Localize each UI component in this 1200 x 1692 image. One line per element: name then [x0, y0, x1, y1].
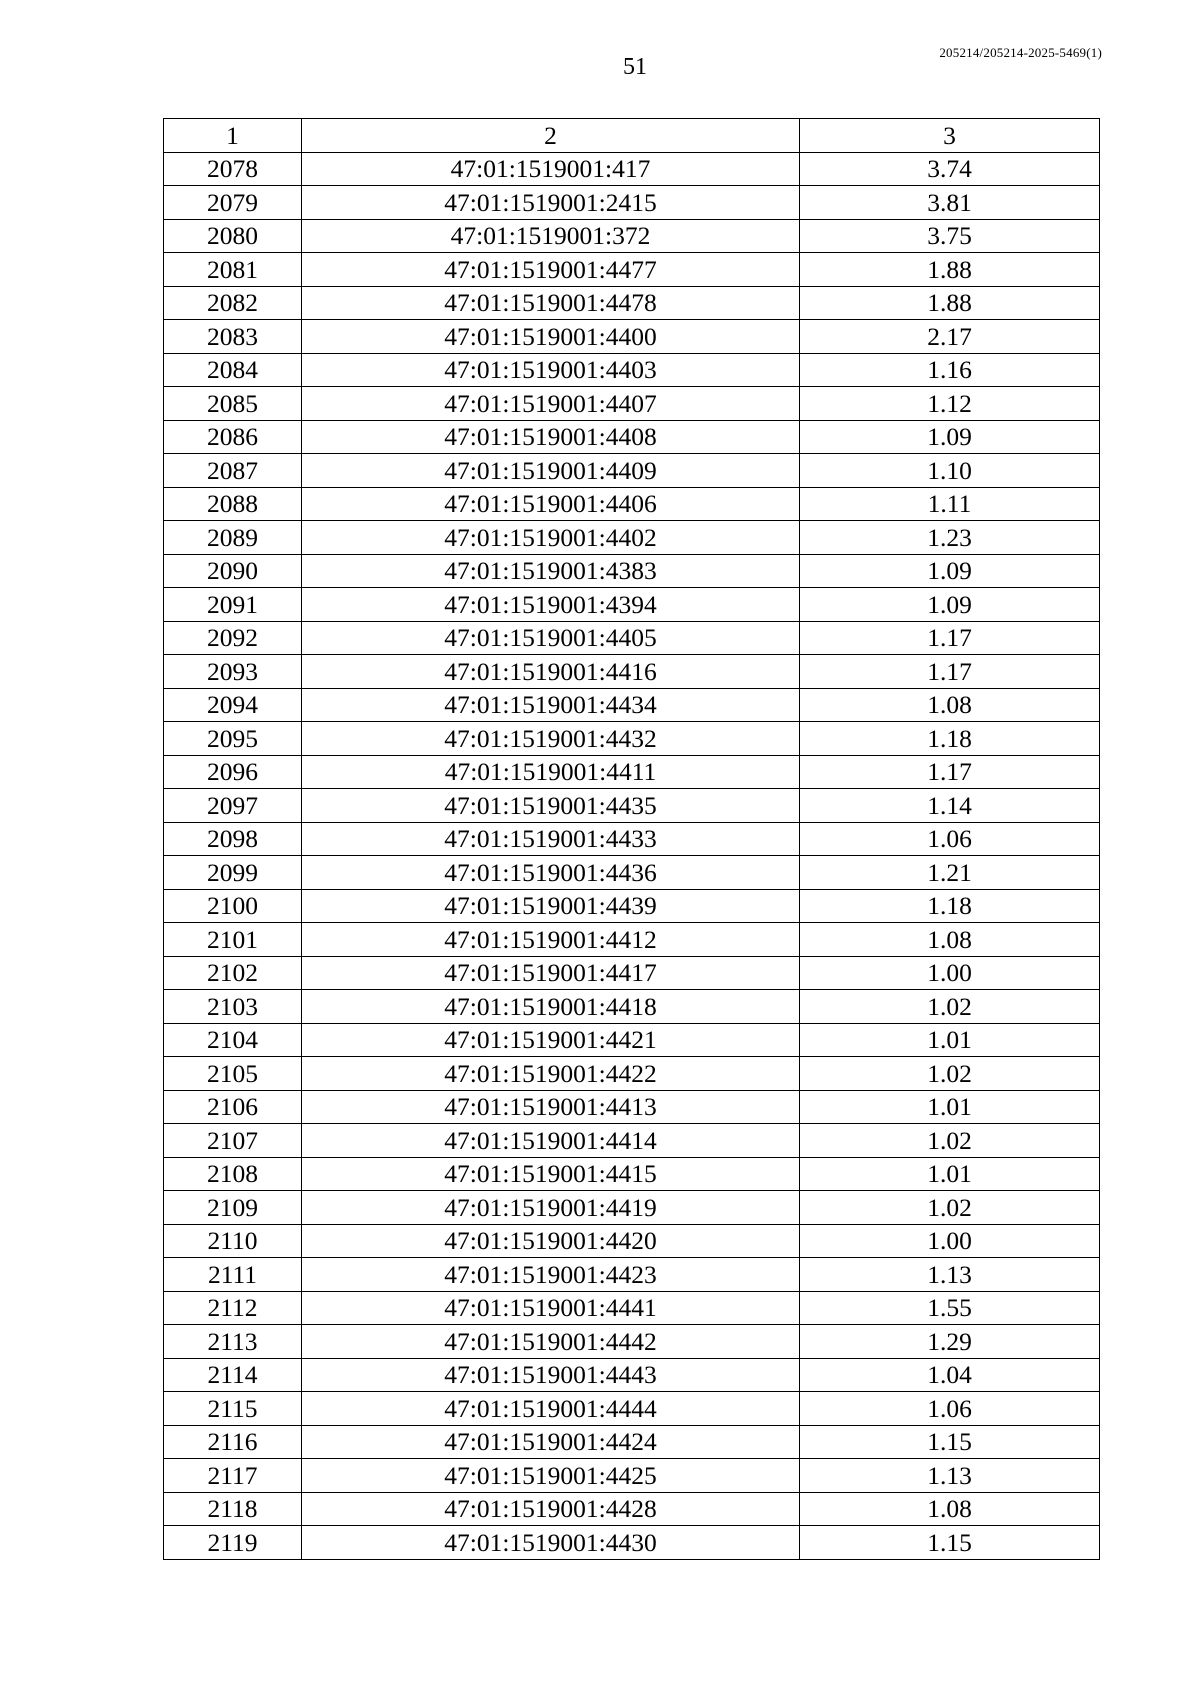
value-cell: 1.17 — [800, 621, 1100, 655]
table-row — [164, 1526, 1100, 1560]
row-number-cell: 2097 — [164, 789, 302, 823]
value-cell: 1.18 — [800, 722, 1100, 756]
row-number-cell: 2092 — [164, 621, 302, 655]
table-header-row — [164, 119, 1100, 153]
table-row — [164, 1425, 1100, 1459]
value-cell: 1.02 — [800, 1191, 1100, 1225]
cadastral-number-cell: 47:01:1519001:4436 — [302, 856, 800, 890]
table-row — [164, 219, 1100, 253]
row-number-cell: 2088 — [164, 487, 302, 521]
table-row — [164, 1191, 1100, 1225]
value-cell: 3.75 — [800, 219, 1100, 253]
row-number-cell: 2081 — [164, 253, 302, 287]
document-reference: 205214/205214-2025-5469(1) — [939, 45, 1102, 60]
cadastral-number-cell: 47:01:1519001:4414 — [302, 1124, 800, 1158]
cadastral-number-cell: 47:01:1519001:4415 — [302, 1157, 800, 1191]
column-header-3: 3 — [800, 119, 1100, 153]
cadastral-number-cell: 47:01:1519001:4411 — [302, 755, 800, 789]
row-number-cell: 2085 — [164, 387, 302, 421]
row-number-cell: 2089 — [164, 521, 302, 555]
table-row — [164, 923, 1100, 957]
value-cell: 3.74 — [800, 152, 1100, 186]
table-row — [164, 1023, 1100, 1057]
table-row — [164, 1291, 1100, 1325]
value-cell: 1.11 — [800, 487, 1100, 521]
cadastral-number-cell: 47:01:1519001:4402 — [302, 521, 800, 555]
value-cell: 1.15 — [800, 1526, 1100, 1560]
value-cell: 1.23 — [800, 521, 1100, 555]
value-cell: 1.18 — [800, 889, 1100, 923]
row-number-cell: 2107 — [164, 1124, 302, 1158]
table-row — [164, 454, 1100, 488]
cadastral-number-cell: 47:01:1519001:4442 — [302, 1325, 800, 1359]
value-cell: 1.04 — [800, 1358, 1100, 1392]
table-row — [164, 253, 1100, 287]
row-number-cell: 2109 — [164, 1191, 302, 1225]
page-number: 51 — [623, 54, 647, 80]
table-row — [164, 521, 1100, 555]
row-number-cell: 2102 — [164, 956, 302, 990]
value-cell: 1.01 — [800, 1023, 1100, 1057]
column-header-1: 1 — [164, 119, 302, 153]
table-row — [164, 152, 1100, 186]
row-number-cell: 2090 — [164, 554, 302, 588]
value-cell: 1.08 — [800, 923, 1100, 957]
row-number-cell: 2096 — [164, 755, 302, 789]
table-row — [164, 320, 1100, 354]
cadastral-number-cell: 47:01:1519001:4409 — [302, 454, 800, 488]
cadastral-number-cell: 47:01:1519001:4439 — [302, 889, 800, 923]
table-row — [164, 1090, 1100, 1124]
cadastral-number-cell: 47:01:1519001:4428 — [302, 1492, 800, 1526]
table-row — [164, 387, 1100, 421]
row-number-cell: 2079 — [164, 186, 302, 220]
value-cell: 1.13 — [800, 1258, 1100, 1292]
row-number-cell: 2105 — [164, 1057, 302, 1091]
row-number-cell: 2106 — [164, 1090, 302, 1124]
row-number-cell: 2093 — [164, 655, 302, 689]
value-cell: 1.01 — [800, 1090, 1100, 1124]
value-cell: 1.02 — [800, 990, 1100, 1024]
cadastral-number-cell: 47:01:1519001:4422 — [302, 1057, 800, 1091]
table-row — [164, 889, 1100, 923]
row-number-cell: 2095 — [164, 722, 302, 756]
value-cell: 1.16 — [800, 353, 1100, 387]
table-row — [164, 1224, 1100, 1258]
cadastral-number-cell: 47:01:1519001:4412 — [302, 923, 800, 957]
row-number-cell: 2118 — [164, 1492, 302, 1526]
table-row — [164, 1358, 1100, 1392]
row-number-cell: 2087 — [164, 454, 302, 488]
table-row — [164, 1124, 1100, 1158]
cadastral-number-cell: 47:01:1519001:4420 — [302, 1224, 800, 1258]
cadastral-number-cell: 47:01:1519001:372 — [302, 219, 800, 253]
table-row — [164, 1492, 1100, 1526]
row-number-cell: 2078 — [164, 152, 302, 186]
cadastral-number-cell: 47:01:1519001:4413 — [302, 1090, 800, 1124]
cadastral-number-cell: 47:01:1519001:417 — [302, 152, 800, 186]
row-number-cell: 2094 — [164, 688, 302, 722]
cadastral-number-cell: 47:01:1519001:4403 — [302, 353, 800, 387]
table-row — [164, 1258, 1100, 1292]
row-number-cell: 2098 — [164, 822, 302, 856]
row-number-cell: 2080 — [164, 219, 302, 253]
row-number-cell: 2112 — [164, 1291, 302, 1325]
row-number-cell: 2119 — [164, 1526, 302, 1560]
value-cell: 1.09 — [800, 588, 1100, 622]
cadastral-number-cell: 47:01:1519001:4433 — [302, 822, 800, 856]
cadastral-number-cell: 47:01:1519001:4416 — [302, 655, 800, 689]
table-row — [164, 286, 1100, 320]
cadastral-number-cell: 47:01:1519001:4417 — [302, 956, 800, 990]
cadastral-number-cell: 47:01:1519001:4441 — [302, 1291, 800, 1325]
table-row — [164, 789, 1100, 823]
value-cell: 1.88 — [800, 253, 1100, 287]
table-row — [164, 1459, 1100, 1493]
cadastral-number-cell: 47:01:1519001:4477 — [302, 253, 800, 287]
row-number-cell: 2099 — [164, 856, 302, 890]
cadastral-number-cell: 47:01:1519001:4400 — [302, 320, 800, 354]
table-row — [164, 487, 1100, 521]
row-number-cell: 2110 — [164, 1224, 302, 1258]
table-header — [164, 119, 1100, 153]
value-cell: 1.13 — [800, 1459, 1100, 1493]
cadastral-number-cell: 47:01:1519001:4407 — [302, 387, 800, 421]
row-number-cell: 2082 — [164, 286, 302, 320]
table-row — [164, 1325, 1100, 1359]
table-row — [164, 1157, 1100, 1191]
value-cell: 1.29 — [800, 1325, 1100, 1359]
table-row — [164, 1057, 1100, 1091]
row-number-cell: 2100 — [164, 889, 302, 923]
cadastral-number-cell: 47:01:1519001:4425 — [302, 1459, 800, 1493]
value-cell: 1.00 — [800, 956, 1100, 990]
table-body — [164, 152, 1100, 1559]
cadastral-number-cell: 47:01:1519001:4423 — [302, 1258, 800, 1292]
table-row — [164, 621, 1100, 655]
table-row — [164, 722, 1100, 756]
value-cell: 1.09 — [800, 420, 1100, 454]
row-number-cell: 2101 — [164, 923, 302, 957]
cadastral-number-cell: 47:01:1519001:4421 — [302, 1023, 800, 1057]
table-row — [164, 688, 1100, 722]
row-number-cell: 2084 — [164, 353, 302, 387]
cadastral-number-cell: 47:01:1519001:4430 — [302, 1526, 800, 1560]
cadastral-number-cell: 47:01:1519001:4478 — [302, 286, 800, 320]
table-row — [164, 186, 1100, 220]
column-header-2: 2 — [302, 119, 800, 153]
value-cell: 1.02 — [800, 1124, 1100, 1158]
table-row — [164, 420, 1100, 454]
value-cell: 1.02 — [800, 1057, 1100, 1091]
table-row — [164, 1392, 1100, 1426]
table-row — [164, 353, 1100, 387]
row-number-cell: 2115 — [164, 1392, 302, 1426]
row-number-cell: 2104 — [164, 1023, 302, 1057]
value-cell: 1.12 — [800, 387, 1100, 421]
cadastral-number-cell: 47:01:1519001:4394 — [302, 588, 800, 622]
data-table — [163, 118, 1100, 1560]
cadastral-number-cell: 47:01:1519001:4408 — [302, 420, 800, 454]
row-number-cell: 2113 — [164, 1325, 302, 1359]
value-cell: 1.17 — [800, 755, 1100, 789]
value-cell: 1.88 — [800, 286, 1100, 320]
cadastral-number-cell: 47:01:1519001:4383 — [302, 554, 800, 588]
value-cell: 1.06 — [800, 1392, 1100, 1426]
cadastral-number-cell: 47:01:1519001:4444 — [302, 1392, 800, 1426]
cadastral-number-cell: 47:01:1519001:4443 — [302, 1358, 800, 1392]
value-cell: 1.14 — [800, 789, 1100, 823]
table-row — [164, 956, 1100, 990]
value-cell: 1.55 — [800, 1291, 1100, 1325]
table-row — [164, 990, 1100, 1024]
value-cell: 1.08 — [800, 1492, 1100, 1526]
table-row — [164, 856, 1100, 890]
row-number-cell: 2114 — [164, 1358, 302, 1392]
cadastral-number-cell: 47:01:1519001:4432 — [302, 722, 800, 756]
row-number-cell: 2111 — [164, 1258, 302, 1292]
value-cell: 3.81 — [800, 186, 1100, 220]
table-row — [164, 655, 1100, 689]
table-row — [164, 755, 1100, 789]
table-row — [164, 588, 1100, 622]
cadastral-number-cell: 47:01:1519001:2415 — [302, 186, 800, 220]
cadastral-number-cell: 47:01:1519001:4406 — [302, 487, 800, 521]
cadastral-number-cell: 47:01:1519001:4418 — [302, 990, 800, 1024]
row-number-cell: 2103 — [164, 990, 302, 1024]
cadastral-number-cell: 47:01:1519001:4434 — [302, 688, 800, 722]
table-row — [164, 822, 1100, 856]
cadastral-number-cell: 47:01:1519001:4435 — [302, 789, 800, 823]
cadastral-number-cell: 47:01:1519001:4405 — [302, 621, 800, 655]
value-cell: 1.09 — [800, 554, 1100, 588]
value-cell: 2.17 — [800, 320, 1100, 354]
table-row — [164, 554, 1100, 588]
row-number-cell: 2108 — [164, 1157, 302, 1191]
value-cell: 1.21 — [800, 856, 1100, 890]
row-number-cell: 2091 — [164, 588, 302, 622]
value-cell: 1.08 — [800, 688, 1100, 722]
row-number-cell: 2083 — [164, 320, 302, 354]
value-cell: 1.15 — [800, 1425, 1100, 1459]
value-cell: 1.01 — [800, 1157, 1100, 1191]
value-cell: 1.00 — [800, 1224, 1100, 1258]
row-number-cell: 2116 — [164, 1425, 302, 1459]
cadastral-number-cell: 47:01:1519001:4424 — [302, 1425, 800, 1459]
value-cell: 1.06 — [800, 822, 1100, 856]
value-cell: 1.17 — [800, 655, 1100, 689]
value-cell: 1.10 — [800, 454, 1100, 488]
row-number-cell: 2117 — [164, 1459, 302, 1493]
row-number-cell: 2086 — [164, 420, 302, 454]
cadastral-number-cell: 47:01:1519001:4419 — [302, 1191, 800, 1225]
